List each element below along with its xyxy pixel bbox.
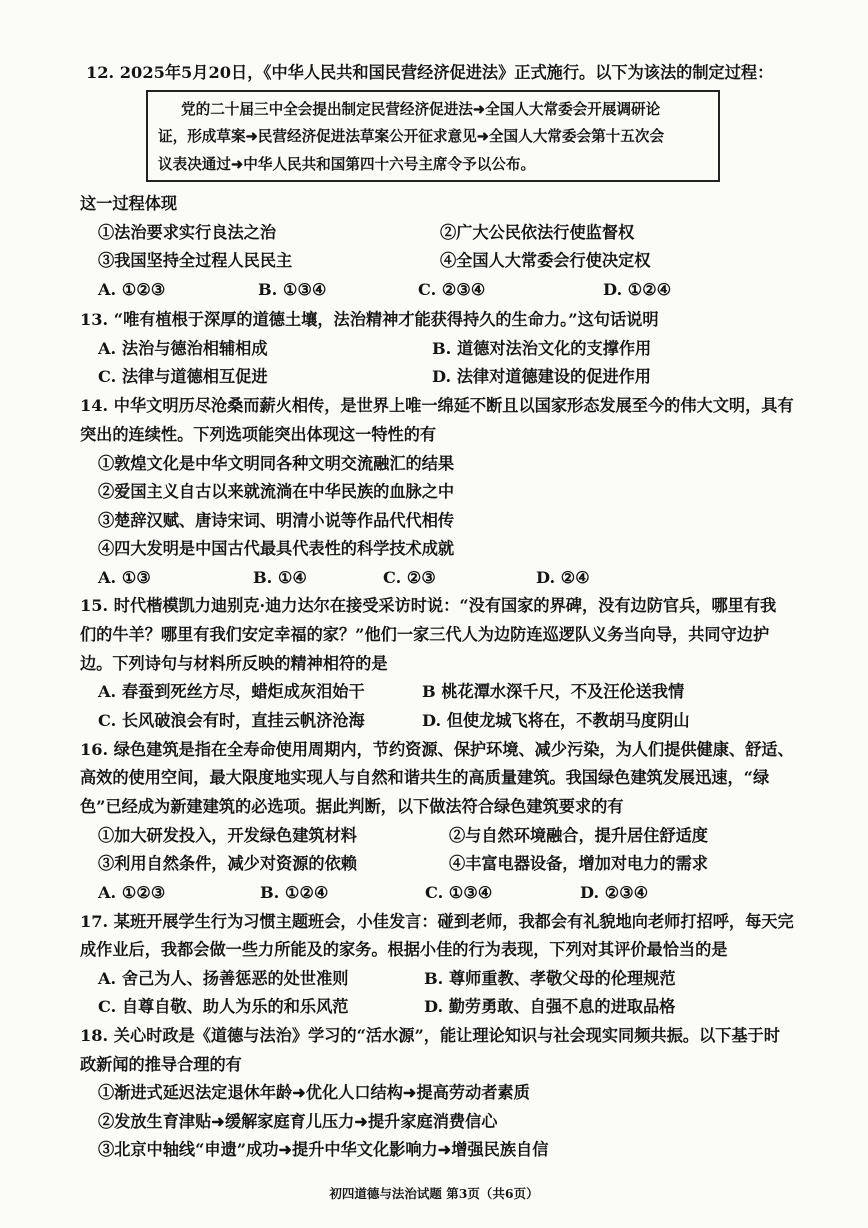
q13-stem: 13. “唯有植根于深厚的道德土壤，法治精神才能获得持久的生命力。”这句话说明 (80, 310, 659, 329)
q18-stem: 18. 关心时政是《道德与法治》学习的“活水源”，能让理论知识与社会现实同频共振。以下基于时 (80, 1026, 780, 1045)
q16-option-a: A. ①②③ (98, 883, 166, 902)
q16-stem: 高效的使用空间，最大限度地实现人与自然和谐共生的高质量建筑。我国绿色建筑发展迅速，“绿 (80, 768, 770, 787)
q16-option-c: C. ①③④ (425, 883, 493, 902)
q12-item: ①法治要求实行良法之治 (98, 223, 277, 242)
page-footer: 初四道德与法治试题 第3页（共6页） (329, 1186, 539, 1201)
q16-item: ①加大研发投入，开发绿色建筑材料 (98, 826, 357, 845)
q16-option-b: B. ①②④ (260, 883, 329, 902)
q13-option-a: A. 法治与德治相辅相成 (98, 339, 268, 358)
q16-item: ④丰富电器设备，增加对电力的需求 (449, 854, 708, 873)
q14-item: ④四大发明是中国古代最具代表性的科学技术成就 (98, 539, 455, 558)
q14-option-d: D. ②④ (536, 568, 590, 587)
q12-item: ②广大公民依法行使监督权 (440, 223, 635, 242)
q13-option-d: D. 法律对道德建设的促进作用 (432, 367, 651, 386)
q17-option-b: B. 尊师重教、孝敬父母的伦理规范 (424, 969, 676, 988)
process-box (146, 90, 720, 182)
q12-option-b: B. ①③④ (258, 280, 327, 299)
q17-stem: 17. 某班开展学生行为习惯主题班会，小佳发言：碰到老师，我都会有礼貌地向老师打招呼，每天完 (80, 912, 794, 931)
q18-item: ①渐进式延迟法定退休年龄➜优化人口结构➜提高劳动者素质 (98, 1083, 530, 1102)
q16-item: ③利用自然条件，减少对资源的依赖 (98, 854, 357, 873)
q12-stem: 12. 2025年5月20日，《中华人民共和国民营经济促进法》正式施行。以下为该法的制定过程： (86, 63, 774, 82)
q15-option-b: B 桃花潭水深千尺，不及汪伦送我情 (422, 682, 685, 701)
q14-option-b: B. ①④ (253, 568, 307, 587)
q14-stem: 突出的连续性。下列选项能突出体现这一特性的有 (80, 425, 437, 444)
q12-lead: 这一过程体现 (80, 194, 178, 213)
q15-option-d: D. 但使龙城飞将在，不教胡马度阴山 (422, 711, 690, 730)
q14-item: ①敦煌文化是中华文明同各种文明交流融汇的结果 (98, 454, 455, 473)
q13-option-b: B. 道德对法治文化的支撑作用 (432, 339, 652, 358)
q16-stem: 16. 绿色建筑是指在全寿命使用周期内，节约资源、保护环境、减少污染，为人们提供健康、舒适、 (80, 740, 794, 759)
q13-option-c: C. 法律与道德相互促进 (98, 367, 268, 386)
q15-stem: 们的牛羊？哪里有我们安定幸福的家？”他们一家三代人为边防连巡逻队义务当向导，共同守边护 (80, 625, 770, 644)
process-line-2: 证，形成草案➜民营经济促进法草案公开征求意见➜全国人大常委会第十五次会 (158, 128, 665, 145)
q14-stem: 14. 中华文明历尽沧桑而薪火相传，是世界上唯一绵延不断且以国家形态发展至今的伟大文明，具有 (80, 396, 794, 415)
q15-stem: 15. 时代楷模凯力迪别克·迪力达尔在接受采访时说：“没有国家的界碑，没有边防官兵，哪里有我 (80, 596, 777, 615)
q15-stem: 边。下列诗句与材料所反映的精神相符的是 (80, 654, 388, 673)
q15-option-a: A. 春蚕到死丝方尽，蜡炬成灰泪始干 (98, 682, 365, 701)
q14-option-c: C. ②③ (383, 568, 436, 587)
q17-option-c: C. 自尊自敬、助人为乐的和乐风范 (98, 997, 349, 1016)
q16-option-d: D. ②③④ (580, 883, 649, 902)
q15-option-c: C. 长风破浪会有时，直挂云帆济沧海 (98, 711, 365, 730)
q12-option-a: A. ①②③ (98, 280, 166, 299)
q17-option-d: D. 勤劳勇敢、自强不息的进取品格 (424, 997, 676, 1016)
q14-option-a: A. ①③ (98, 568, 151, 587)
q12-option-c: C. ②③④ (418, 280, 486, 299)
q17-option-a: A. 舍己为人、扬善惩恶的处世准则 (98, 969, 349, 988)
q12-option-d: D. ①②④ (603, 280, 672, 299)
q18-item: ②发放生育津贴➜缓解家庭育儿压力➜提升家庭消费信心 (98, 1112, 498, 1131)
q12-item: ④全国人大常委会行使决定权 (440, 251, 651, 270)
process-line-1: 党的二十届三中全会提出制定民营经济促进法➜全国人大常委会开展调研论 (181, 101, 661, 118)
q16-item: ②与自然环境融合，提升居住舒适度 (449, 826, 708, 845)
q14-item: ③楚辞汉赋、唐诗宋词、明清小说等作品代代相传 (98, 511, 455, 530)
q18-item: ③北京中轴线“申遗”成功➜提升中华文化影响力➜增强民族自信 (98, 1140, 549, 1159)
q16-stem: 色”已经成为新建建筑的必选项。据此判断，以下做法符合绿色建筑要求的有 (80, 797, 624, 816)
q18-stem: 政新闻的推导合理的有 (80, 1055, 242, 1074)
q12-item: ③我国坚持全过程人民民主 (98, 251, 293, 270)
q17-stem: 成作业后，我都会做一些力所能及的家务。根据小佳的行为表现，下列对其评价最恰当的是 (80, 940, 728, 959)
q14-item: ②爱国主义自古以来就流淌在中华民族的血脉之中 (98, 482, 455, 501)
process-line-3: 议表决通过➜中华人民共和国第四十六号主席令予以公布。 (158, 156, 536, 173)
